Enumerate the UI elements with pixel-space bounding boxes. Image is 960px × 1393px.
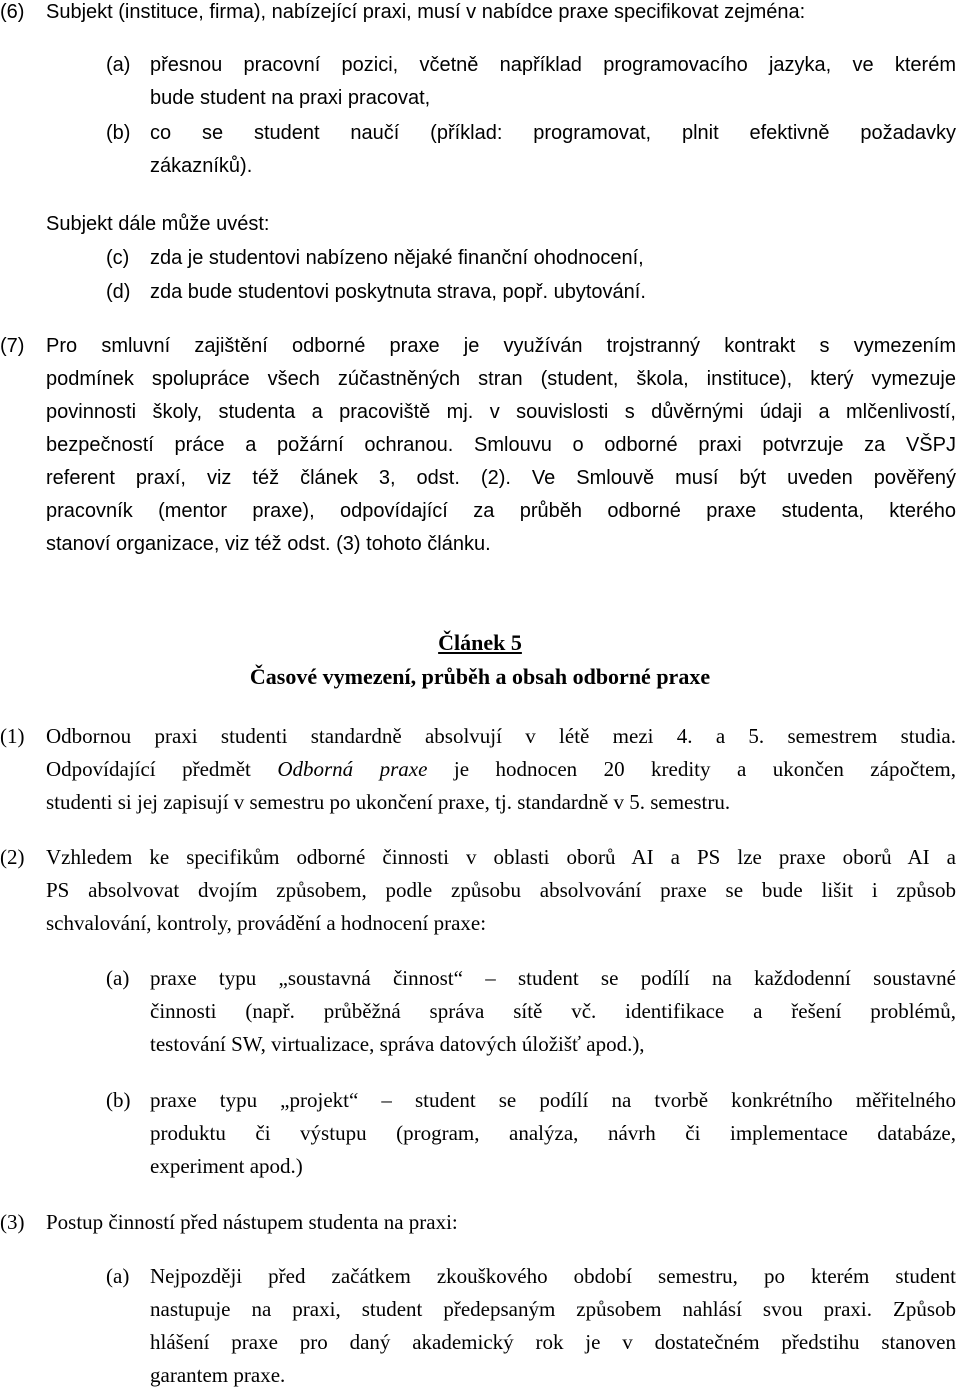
item-line: praxe typu „projekt“ – student se podílí na tvorbě konkrétního měřitelného <box>150 1088 956 1112</box>
section-6-item-d <box>106 276 646 309</box>
item-label: (a) <box>106 1264 130 1288</box>
item-label: (c) <box>106 247 130 269</box>
paragraph-line: Vzhledem ke specifikům odborné činnosti v oblasti oborů AI a PS lze praxe oborů AI a <box>46 845 956 869</box>
section-6-intro <box>0 0 806 29</box>
item-label: (a) <box>106 966 130 990</box>
section-6-text: Subjekt (instituce, firma), nabízející praxi, musí v nabídce praxe specifikovat zejména: <box>46 1 806 23</box>
section-6-more: Subjekt dále může uvést: <box>46 213 270 235</box>
paragraph-line: schvalování, kontroly, provádění a hodnocení praxe: <box>46 911 487 935</box>
paragraph-3 <box>0 1206 458 1239</box>
item-line: praxe typu „soustavná činnost“ – student se podílí na každodenní soustavné <box>150 966 956 990</box>
item-line: garantem praxe. <box>150 1363 286 1387</box>
paragraph-line <box>46 753 956 786</box>
item-line: nastupuje na praxi, student předepsaným způsobem nahlásí svou praxi. Způsob <box>150 1297 956 1321</box>
paragraph-1 <box>0 720 956 819</box>
item-line: přesnou pracovní pozici, včetně například programovacího jazyka, ve kterém <box>150 54 956 76</box>
paragraph-2 <box>0 841 956 940</box>
text-run: je hodnocen 20 kredity a ukončen zápočtem, <box>427 757 957 781</box>
item-line: činnosti (např. průběžná správa sítě vč. identifikace a řešení problémů, <box>150 999 956 1023</box>
paragraph-line: povinnosti školy, studenta a pracoviště mj. v souvislosti s důvěrnými údaji a mlčenlivostí, <box>46 401 956 423</box>
paragraph-2-label: (2) <box>0 845 25 869</box>
course-name: Odborná praxe <box>277 757 428 781</box>
section-7 <box>0 330 956 561</box>
paragraph-line: referent praxí, viz též článek 3, odst. (2). Ve Smlouvě musí být uveden pověřený <box>46 467 956 489</box>
item-text: zda je studentovi nabízeno nějaké finanční ohodnocení, <box>150 247 644 269</box>
section-6-item-a <box>106 49 956 115</box>
item-label: (b) <box>106 1088 131 1112</box>
section-6-item-b <box>106 117 956 183</box>
paragraph-3-label: (3) <box>0 1210 25 1234</box>
article-subtitle: Časové vymezení, průběh a obsah odborné praxe <box>249 664 711 689</box>
item-line: Nejpozději před začátkem zkouškového období semestru, po kterém student <box>150 1264 956 1288</box>
paragraph-line: bezpečností práce a požární ochranou. Smlouvu o odborné praxi potvrzuje za VŠPJ <box>46 434 956 456</box>
paragraph-3-text: Postup činností před nástupem studenta na praxi: <box>46 1210 458 1234</box>
paragraph-line: Pro smluvní zajištění odborné praxe je využíván trojstranný kontrakt s vymezením <box>46 335 956 357</box>
paragraph-2-item-b <box>106 1084 956 1183</box>
article-title-text: Článek 5 <box>438 630 522 655</box>
paragraph-line: studenti si jej zapisují v semestru po ukončení praxe, tj. standardně v 5. semestru. <box>46 790 731 814</box>
text-run: Odpovídající předmět <box>46 757 278 781</box>
item-label: (b) <box>106 122 131 144</box>
paragraph-line: stanoví organizace, viz též odst. (3) tohoto článku. <box>46 533 491 555</box>
item-line: co se student naučí (příklad: programovat, plnit efektivně požadavky <box>150 122 956 144</box>
item-label: (d) <box>106 281 131 303</box>
item-line: testování SW, virtualizace, správa datových úložišť apod.), <box>150 1032 645 1056</box>
paragraph-line: podmínek spolupráce všech zúčastněných stran (student, škola, instituce), který vymezuje <box>46 368 956 390</box>
paragraph-line: PS absolvovat dvojím způsobem, podle způsobu absolvování praxe se bude lišit i způsob <box>46 878 956 902</box>
section-6-item-c <box>106 242 644 275</box>
item-line: zákazníků). <box>150 155 253 177</box>
item-text: zda bude studentovi poskytnuta strava, popř. ubytování. <box>150 281 646 303</box>
item-label: (a) <box>106 54 131 76</box>
article-title <box>0 626 960 659</box>
paragraph-2-item-a <box>106 962 956 1061</box>
paragraph-line: Odbornou praxi studenti standardně absolvují v létě mezi 4. a 5. semestrem studia. <box>46 724 956 748</box>
paragraph-1-label: (1) <box>0 724 25 748</box>
section-6-label: (6) <box>0 1 25 23</box>
paragraph-line: pracovník (mentor praxe), odpovídající za průběh odborné praxe studenta, kterého <box>46 500 956 522</box>
item-line: bude student na praxi pracovat, <box>150 87 431 109</box>
section-7-label: (7) <box>0 335 25 357</box>
paragraph-3-item-a <box>106 1260 956 1392</box>
item-line: produktu či výstupu (program, analýza, návrh či implementace databáze, <box>150 1121 956 1145</box>
item-line: hlášení praxe pro daný akademický rok je v dostatečném předstihu stanoven <box>150 1330 956 1354</box>
item-line: experiment apod.) <box>150 1154 303 1178</box>
